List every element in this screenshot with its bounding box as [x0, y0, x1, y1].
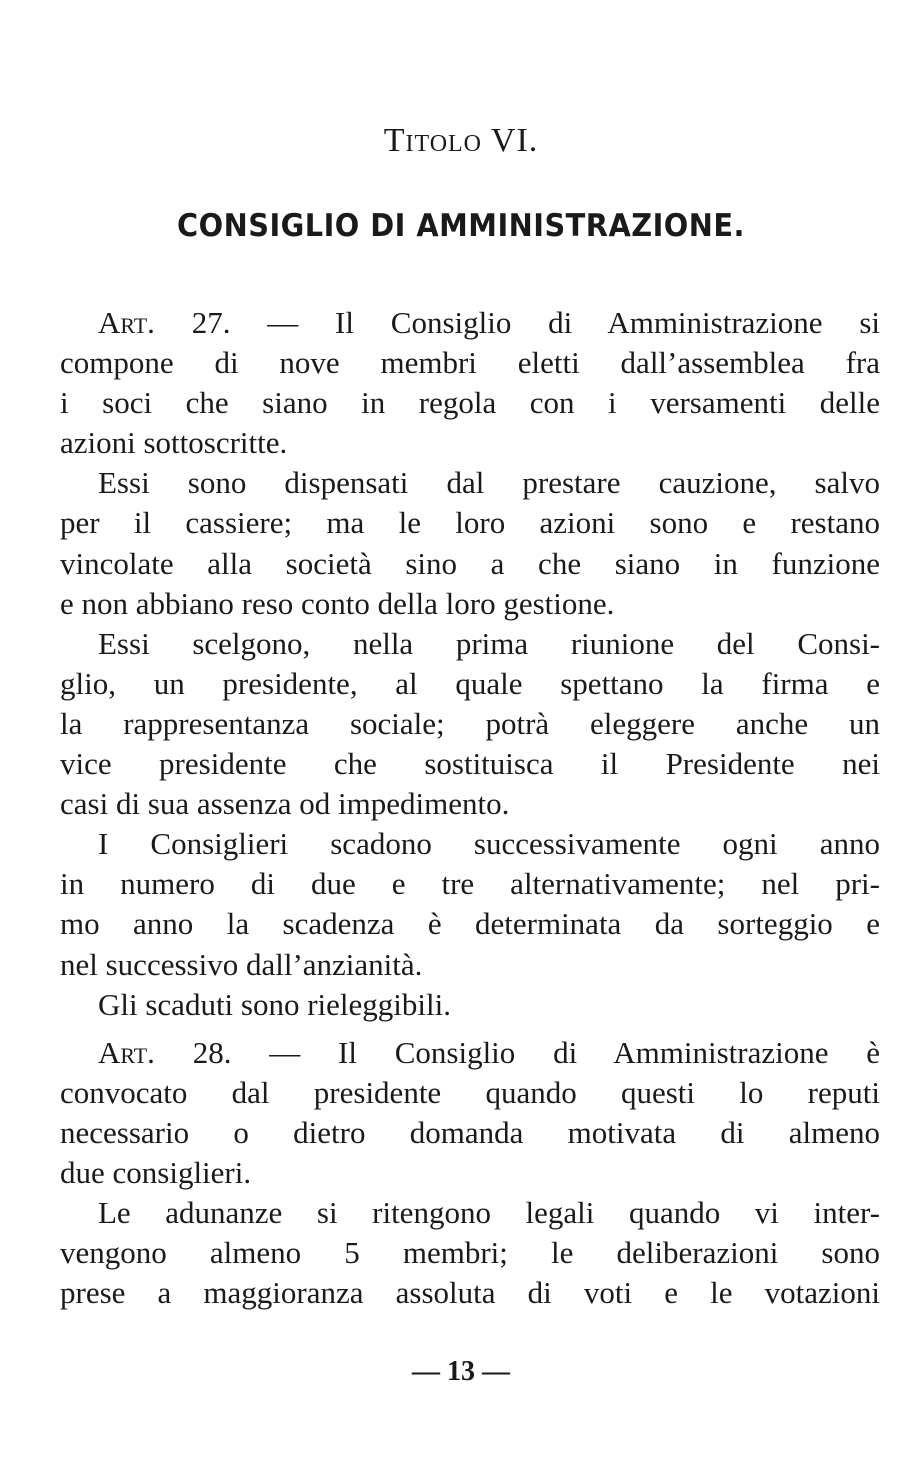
page-number: — 13 — — [412, 1356, 510, 1387]
text-line: la rappresentanza sociale; potrà eleggere anche un — [60, 705, 880, 741]
article-27-first-line — [60, 303, 880, 343]
text-line: nel successivo dall’anzianità. — [60, 946, 423, 982]
section-heading: CONSIGLIO DI AMMINISTRAZIONE. — [177, 208, 745, 244]
document-body — [60, 303, 880, 1313]
text-line: convocato dal presidente quando questi lo reputi — [60, 1074, 880, 1110]
title-section-number — [0, 122, 922, 160]
text-line: mo anno la scadenza è determinata da sorteggio e — [60, 906, 880, 942]
article-28-first-line-text: — Il Consiglio di Amministrazione è — [269, 1034, 881, 1070]
text-line: due consiglieri. — [60, 1154, 252, 1190]
text-line: casi di sua assenza od impedimento. — [60, 786, 510, 822]
text-line: vice presidente che sostituisca il Presidente nei — [60, 746, 880, 782]
text-line: prese a maggioranza assoluta di voti e le votazioni — [60, 1275, 880, 1311]
article-28-first-line — [60, 1033, 880, 1073]
text-line: Essi sono dispensati dal prestare cauzione, salvo — [98, 465, 880, 501]
text-line: in numero di due e tre alternativamente; nel pri- — [60, 866, 880, 902]
text-line: I Consiglieri scadono successivamente ogni anno — [98, 826, 880, 862]
text-line: i soci che siano in regola con i versamenti delle — [60, 385, 880, 421]
text-line: Essi scelgono, nella prima riunione del Consi- — [98, 625, 880, 661]
text-line: glio, un presidente, al quale spettano la firma e — [60, 665, 880, 701]
text-line: vengono almeno 5 membri; le deliberazioni sono — [60, 1235, 880, 1271]
text-line: necessario o dietro domanda motivata di almeno — [60, 1114, 880, 1150]
text-line: per il cassiere; ma le loro azioni sono e restano — [60, 505, 880, 541]
text-line: Gli scaduti sono rieleggibili. — [98, 986, 452, 1022]
article-27-label: Art. 27. — [98, 305, 231, 340]
article-28-label: Art. 28. — [98, 1034, 232, 1070]
text-line: compone di nove membri eletti dall’assemblea fra — [60, 345, 880, 381]
text-line: e non abbiano reso conto della loro gestione. — [60, 585, 615, 621]
text-line: Le adunanze si ritengono legali quando vi inter- — [98, 1195, 880, 1231]
text-line: vincolate alla società sino a che siano in funzione — [60, 545, 880, 581]
article-27-first-line-text: — Il Consiglio di Amministrazione si — [267, 305, 881, 340]
article-spacer — [60, 1025, 880, 1033]
text-line: azioni sottoscritte. — [60, 425, 288, 461]
title-section-text: Titolo VI. — [383, 122, 539, 159]
